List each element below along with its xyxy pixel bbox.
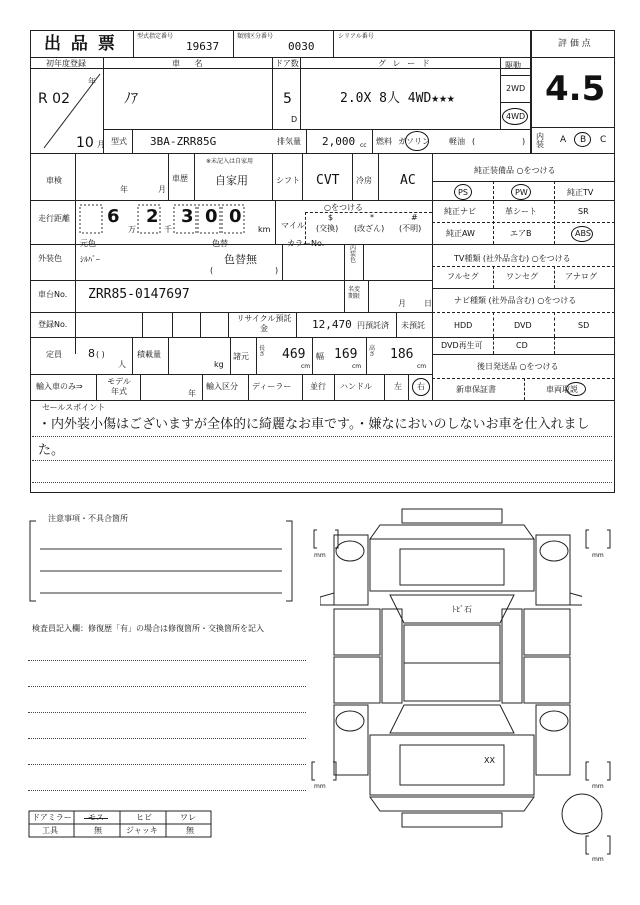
reg-month-unit: 月 [97,140,105,149]
handle-left: 左 [394,382,402,391]
height-label: 高さ [369,345,376,358]
mm-tr: mm [592,552,604,559]
equip-aw: 純正AW [446,229,475,238]
doors-suffix: D [291,115,298,124]
mileage-digit-1: 6 [107,206,120,227]
caution-label: 注意事項・不具合箇所 [48,514,128,523]
width-value: 169 [334,347,358,362]
equip-airbag: エアB [510,229,532,238]
capacity-label: 定員 [46,350,62,359]
tv-fullseg: フルセグ [447,272,479,281]
width-label: 幅 [316,352,324,361]
color-orig-value: ｼﾙﾊﾞｰ [80,255,100,264]
mileage-dollar-note: (交換) [316,224,339,233]
inspection-label: 車検 [46,176,62,185]
recycle-label: リサイクル預託金 [236,314,292,333]
equip-ps: PS [458,188,468,197]
chassis-value: ZRR85-0147697 [88,287,190,302]
rating-value: 4.5 [545,69,606,109]
history-note: ※未記入は自家用 [206,158,254,165]
displacement-unit: cc [360,142,367,149]
tv-analog: アナログ [565,272,597,281]
fuel-gas: ガソリン [398,137,430,146]
capacity-unit: 人 [118,360,126,369]
color-repaint-label: 色替 [212,239,228,248]
chassis-label: 車台No. [38,290,68,299]
handle-right-circle [412,378,430,396]
mileage-dollar: $ [328,213,334,222]
fuel-diesel: 軽油 [449,137,465,146]
mm-spare: mm [592,856,604,863]
recycle-not: 未預託 [401,321,425,330]
handle-label: ハンドル [340,382,372,391]
check-mirror: ドアミラー [32,813,72,822]
interior-b: B [580,135,587,145]
model-year-unit: 年 [188,389,196,398]
equip-navi: 純正ナビ [444,207,476,216]
color-paren-open: ( [210,266,214,275]
fuel-gas-circle [405,131,429,151]
inspection-month-unit: 月 [158,185,166,194]
manual-label: 車両取説 [546,385,578,394]
tv-oneseg: ワンセグ [506,272,538,281]
displacement-label: 排気量 [277,137,301,146]
type-label: 型式 [111,137,127,146]
bracket-br [584,760,614,784]
mileage-digit-5: 0 [229,206,242,227]
recycle-value: 12,470 [312,318,352,331]
reg-era: R 02 [38,91,70,107]
check-crack: ヒビ [136,813,152,822]
serial-label: シリアル番号 [338,33,374,40]
first-reg-label: 初年度登録 [46,59,86,68]
manual-circle [566,382,586,396]
name-change-day: 日 [424,299,432,308]
history-label: 車歴 [172,174,188,183]
navi-sd: SD [578,321,590,330]
displacement-value: 2,000 [322,135,356,148]
sales-line-1: ・内外装小傷はございますが全体的に綺麗なお車です。・嫌なにおいのしないお車を仕入れまし [38,417,590,432]
model-cert-label: 型式指定番号 [137,33,174,40]
bracket-tr [584,528,614,552]
width-cm: cm [352,363,362,370]
equip-sr: SR [578,207,589,216]
damage-mark-stone: ﾄﾋﾞ石 [452,605,472,614]
recycle-unit: 円預託済 [357,321,389,330]
color-label: 外装色 [38,254,62,263]
check-jack-value: 無 [186,826,194,835]
reg-year-unit: 年 [88,77,96,86]
interior-b-circle [574,132,591,147]
drive-label: 駆動 [505,61,521,70]
mm-br: mm [592,783,604,790]
drive-4wd: 4WD [506,112,526,121]
mileage-man: 万 [128,225,136,234]
mileage-star: * [370,213,374,222]
navi-dvd: DVD [514,321,532,330]
check-break: ワレ [180,813,196,822]
capacity-paren: ( ) [96,350,105,359]
car-name: ﾉｱ [124,91,138,107]
check-tool: 工具 [42,826,58,835]
equip-abs-circle [571,226,593,242]
inspector-label: 検査員記入欄：修復歴「有」の場合は修復箇所・交換箇所を記入 [32,624,264,633]
length-label: 長さ [259,345,266,358]
check-tool-value: 無 [94,826,102,835]
mileage-digit-3: 3 [181,206,194,227]
check-mirror-strike [84,818,108,819]
doors-value: 5 [283,91,292,107]
rating-label: 評 価 点 [558,39,591,49]
length-cm: cm [301,363,311,370]
equip-pw-circle [511,184,531,200]
next-day-label: 後日発送品 ○をつける [477,362,559,371]
caution-bracket [28,515,298,609]
equip-leather: 革シート [505,207,537,216]
drive-2wd: 2WD [506,84,526,93]
fuel-label: 燃料 [376,137,392,146]
ac-value: AC [400,173,416,188]
import-parallel: 並行 [310,382,326,391]
mm-tl: mm [314,552,326,559]
ac-label: 冷房 [356,176,372,185]
handle-right: 右 [417,382,425,391]
inspection-year-unit: 年 [120,185,128,194]
sales-label: セールスポイント [42,403,106,412]
height-cm: cm [417,363,427,370]
mileage-label: 走行距離 [38,214,70,223]
mileage-unit: km [258,225,271,234]
model-year-label: モデル年式 [107,377,131,396]
navi-cd: CD [516,341,528,350]
regno-label: 登録No. [38,320,68,329]
name-change-month: 月 [398,299,406,308]
capacity-value: 8 [88,347,95,360]
sales-line-2: た。 [38,443,65,458]
mileage-mile: マイル [281,221,305,230]
tv-type-label: TV種類 (社外品含む) ○をつける [454,254,571,263]
fuel-paren-close: ) [522,137,526,146]
equip-ps-circle [454,184,472,200]
model-cert-no: 19637 [186,40,220,53]
mileage-star-note: (改ざん) [354,224,385,233]
warranty-label: 新車保証書 [456,385,496,394]
load-unit: kg [214,360,224,369]
history-value: 自家用 [215,174,248,187]
type-value: 3BA-ZRR85G [150,135,217,148]
drive-4wd-circle [502,108,528,125]
load-label: 積載量 [137,350,161,359]
color-no-label: カラーNo. [287,239,325,248]
mileage-mark-label: ○をつける [324,203,363,212]
color-repaint-value: 色替無 [224,253,257,266]
interior-a: A [560,135,567,145]
reg-month: 10 [76,135,94,151]
navi-type-label: ナビ種類 (社外品含む) ○をつける [454,296,577,305]
car-name-label: 車 名 [172,59,209,68]
dims-label: 諸元 [233,352,249,361]
check-mirror-value: モス [88,813,104,822]
navi-hdd: HDD [454,321,473,330]
shift-label: シフト [276,176,300,185]
import-type-label: 輸入区分 [206,382,238,391]
equip-tv: 純正TV [567,188,594,197]
car-diagram [320,505,582,850]
mileage-digit-4: 0 [205,206,218,227]
grade-value: 2.0X 8人 4WD★★★ [340,91,455,106]
color-orig-label: 元色 [80,239,96,248]
interior-c: C [600,135,607,145]
equip-pw: PW [515,188,528,197]
doors-label: ドア数 [275,59,299,68]
mm-bl: mm [314,783,326,790]
height-value: 186 [390,347,414,362]
sheet-title: 出 品 票 [44,34,117,54]
mileage-hash-note: (不明) [399,224,422,233]
dvd-play: DVD再生可 [441,341,483,350]
equip-label: 純正装備品 ○をつける [474,166,556,175]
color-paren-close: ) [275,266,279,275]
fuel-paren-open: ( [472,137,476,146]
import-label: 輸入車のみ⇒ [36,382,83,391]
grade-label: グ レ ー ド [378,59,432,68]
name-change-label: 名変期限 [348,286,361,301]
shift-value: CVT [316,173,340,188]
mileage-sen: 千 [164,225,172,234]
interior-color-label: 内装色 [350,245,357,264]
equip-abs: ABS [575,229,591,238]
import-dealer: ディーラー [252,382,292,391]
damage-mark-xx: XX [484,756,495,765]
category-no: 0030 [288,40,315,53]
bracket-spare [584,834,614,858]
interior-label: 内装 [536,132,544,149]
category-label: 類別区分番号 [237,33,274,40]
length-value: 469 [282,347,306,362]
mileage-hash: # [411,213,418,222]
mileage-digit-2: 2 [146,206,159,227]
check-jack: ジャッキ [126,826,158,835]
